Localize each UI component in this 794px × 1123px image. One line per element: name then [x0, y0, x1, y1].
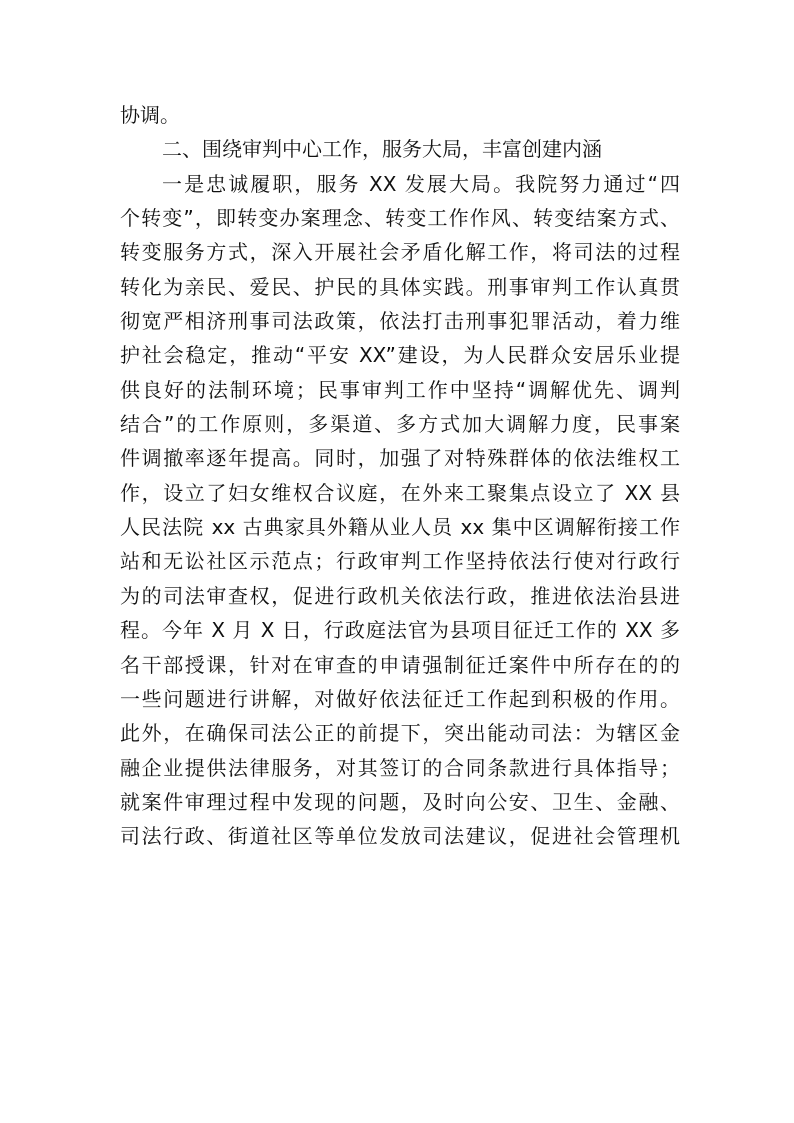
text-line: 转变服务方式，深入开展社会矛盾化解工作，将司法的过程 [120, 240, 680, 265]
paragraph-first-line: 一是忠诚履职，服务 XX 发展大局。我院努力通过“四 [162, 171, 680, 196]
text-line: 件调撤率逐年提高。同时，加强了对特殊群体的依法维权工 [120, 446, 680, 471]
text-line: 程。今年 X 月 X 日，行政庭法官为县项目征迁工作的 XX 多 [120, 618, 680, 643]
text-line: 协调。 [120, 103, 180, 127]
text-line: 结合”的工作原则，多渠道、多方式加大调解力度，民事案 [120, 412, 680, 437]
text-line: 转化为亲民、爱民、护民的具体实践。刑事审判工作认真贯 [120, 274, 680, 299]
text-line: 彻宽严相济刑事司法政策，依法打击刑事犯罪活动，着力维 [120, 309, 680, 334]
document-body [120, 98, 680, 854]
text-line: 站和无讼社区示范点；行政审判工作坚持依法行使对行政行 [120, 549, 680, 574]
text-line: 融企业提供法律服务，对其签订的合同条款进行具体指导； [120, 755, 680, 780]
text-line: 人民法院 xx 古典家具外籍从业人员 xx 集中区调解衔接工作 [120, 515, 680, 540]
text-line: 就案件审理过程中发现的问题，及时向公安、卫生、金融、 [120, 789, 680, 814]
text-line: 此外，在确保司法公正的前提下，突出能动司法：为辖区金 [120, 721, 680, 746]
text-line: 司法行政、街道社区等单位发放司法建议，促进社会管理机 [120, 824, 680, 849]
text-line: 个转变”，即转变办案理念、转变工作作风、转变结案方式、 [120, 206, 680, 231]
text-line: 名干部授课，针对在审查的申请强制征迁案件中所存在的的 [120, 652, 680, 677]
text-line: 一些问题进行讲解，对做好依法征迁工作起到积极的作用。 [120, 686, 680, 711]
text-line: 作，设立了妇女维权合议庭，在外来工聚集点设立了 XX 县 [120, 480, 680, 505]
text-line: 护社会稳定，推动“平安 XX”建设，为人民群众安居乐业提 [120, 343, 680, 368]
text-line: 供良好的法制环境；民事审判工作中坚持“调解优先、调判 [120, 377, 680, 402]
text-line: 为的司法审查权，促进行政机关依法行政，推进依法治县进 [120, 583, 680, 608]
section-heading: 二、围绕审判中心工作，服务大局，丰富创建内涵 [162, 137, 602, 162]
